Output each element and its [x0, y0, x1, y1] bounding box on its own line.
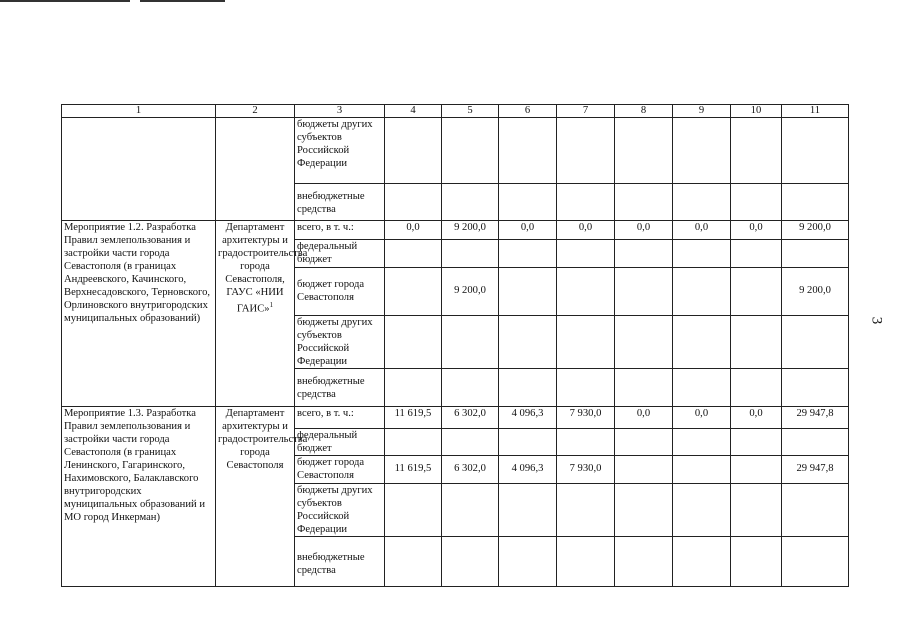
col-header-6: 6: [499, 105, 557, 118]
empty-cell: [782, 118, 849, 184]
empty-cell: [615, 184, 673, 221]
value-cell: 9 200,0: [782, 221, 849, 240]
col-header-11: 11: [782, 105, 849, 118]
empty-cell: [615, 316, 673, 369]
header-row: [62, 105, 849, 118]
empty-cell: [385, 118, 442, 184]
empty-cell: [557, 184, 615, 221]
empty-cell: [557, 369, 615, 407]
top-rule-left: [0, 0, 130, 2]
executor-text: Департамент архитектуры и градостроительства города Севастополя, ГАУС «НИИ ГАИС»: [218, 222, 308, 315]
empty-cell: [673, 429, 731, 456]
executor-cell: [216, 221, 308, 407]
col-header-5: 5: [442, 105, 499, 118]
empty-cell: [673, 240, 731, 268]
empty-cell: [731, 369, 782, 407]
value-cell: 11 619,5: [385, 407, 442, 429]
source-cell: всего, в т. ч.:: [295, 407, 385, 429]
empty-cell: [731, 118, 782, 184]
empty-cell: [782, 484, 849, 537]
value-cell: 0,0: [731, 407, 782, 429]
empty-cell: [385, 429, 442, 456]
empty-cell: [673, 184, 731, 221]
empty-cell: [731, 484, 782, 537]
empty-cell: [499, 429, 557, 456]
empty-cell: [731, 240, 782, 268]
empty-cell: [615, 369, 673, 407]
empty-cell: [385, 240, 442, 268]
empty-cell: [385, 484, 442, 537]
empty-cell: [442, 240, 499, 268]
value-cell: 7 930,0: [557, 407, 615, 429]
value-cell: 0,0: [385, 221, 442, 240]
value-cell: 9 200,0: [442, 268, 499, 316]
empty-cell: [442, 369, 499, 407]
col-header-9: 9: [673, 105, 731, 118]
empty-cell: [557, 316, 615, 369]
page-number: 3: [868, 316, 885, 325]
col-header-4: 4: [385, 105, 442, 118]
value-cell: 0,0: [673, 407, 731, 429]
value-cell: [557, 268, 615, 316]
empty-cell: [442, 484, 499, 537]
empty-cell: [782, 429, 849, 456]
empty-cell: [499, 316, 557, 369]
value-cell: 0,0: [557, 221, 615, 240]
empty-cell: [385, 369, 442, 407]
source-cell: внебюджетные средства: [295, 184, 385, 221]
value-cell: [385, 268, 442, 316]
measure-cell-empty: [62, 118, 216, 221]
empty-cell: [731, 184, 782, 221]
value-cell: 6 302,0: [442, 456, 499, 484]
value-cell: 29 947,8: [782, 407, 849, 429]
measure-title: Мероприятие 1.3. Разработка Правил землепользования и застройки части города Севастополя (в границах Ленинского, Гагаринского, Нахимовского, Балаклавского внутригородских муниципальных образований и МО город Инкерман): [62, 407, 216, 587]
empty-cell: [673, 537, 731, 587]
value-cell: 9 200,0: [442, 221, 499, 240]
value-cell: [673, 456, 731, 484]
empty-cell: [442, 316, 499, 369]
empty-cell: [731, 429, 782, 456]
value-cell: 4 096,3: [499, 407, 557, 429]
top-rule-right: [140, 0, 225, 2]
col-header-3: 3: [295, 105, 385, 118]
source-cell: бюджеты других субъектов Российской Федерации: [295, 316, 385, 369]
empty-cell: [782, 240, 849, 268]
empty-cell: [385, 316, 442, 369]
empty-cell: [731, 316, 782, 369]
empty-cell: [673, 316, 731, 369]
executor-footnote: 1: [269, 301, 274, 309]
empty-cell: [782, 537, 849, 587]
empty-cell: [615, 118, 673, 184]
empty-cell: [385, 184, 442, 221]
empty-cell: [782, 316, 849, 369]
measure-title: Мероприятие 1.2. Разработка Правил землепользования и застройки части города Севастополя (в границах Андреевского, Качинского, Верхнесадовского, Терновского, Орлиновского внутригородских муниципальных образований): [62, 221, 216, 407]
value-cell: [673, 268, 731, 316]
source-cell: бюджет города Севастополя: [295, 456, 385, 484]
source-cell: бюджеты других субъектов Российской Федерации: [295, 118, 385, 184]
value-cell: 0,0: [615, 221, 673, 240]
col-header-7: 7: [557, 105, 615, 118]
source-cell: федеральный бюджет: [295, 429, 385, 456]
empty-cell: [557, 484, 615, 537]
col-header-8: 8: [615, 105, 673, 118]
table-row: [62, 118, 849, 184]
empty-cell: [615, 484, 673, 537]
empty-cell: [557, 118, 615, 184]
empty-cell: [673, 118, 731, 184]
value-cell: 9 200,0: [782, 268, 849, 316]
value-cell: [615, 456, 673, 484]
empty-cell: [442, 184, 499, 221]
value-cell: 0,0: [615, 407, 673, 429]
table-row: [62, 221, 849, 240]
source-cell: федеральный бюджет: [295, 240, 385, 268]
value-cell: [499, 268, 557, 316]
empty-cell: [782, 369, 849, 407]
empty-cell: [499, 118, 557, 184]
source-cell: бюджеты других субъектов Российской Федерации: [295, 484, 385, 537]
empty-cell: [782, 184, 849, 221]
value-cell: [731, 456, 782, 484]
source-cell: всего, в т. ч.:: [295, 221, 385, 240]
empty-cell: [499, 184, 557, 221]
budget-table: [61, 104, 849, 587]
table-row: [62, 407, 849, 429]
empty-cell: [499, 537, 557, 587]
empty-cell: [499, 240, 557, 268]
source-cell: бюджет города Севастополя: [295, 268, 385, 316]
value-cell: [731, 268, 782, 316]
empty-cell: [615, 429, 673, 456]
empty-cell: [673, 369, 731, 407]
empty-cell: [557, 429, 615, 456]
value-cell: 4 096,3: [499, 456, 557, 484]
empty-cell: [442, 429, 499, 456]
empty-cell: [499, 369, 557, 407]
value-cell: 0,0: [673, 221, 731, 240]
empty-cell: [673, 484, 731, 537]
value-cell: 6 302,0: [442, 407, 499, 429]
empty-cell: [731, 537, 782, 587]
value-cell: 0,0: [731, 221, 782, 240]
value-cell: 29 947,8: [782, 456, 849, 484]
empty-cell: [557, 537, 615, 587]
empty-cell: [615, 240, 673, 268]
empty-cell: [385, 537, 442, 587]
col-header-2: 2: [216, 105, 295, 118]
value-cell: 7 930,0: [557, 456, 615, 484]
value-cell: 11 619,5: [385, 456, 442, 484]
source-cell: внебюджетные средства: [295, 369, 385, 407]
col-header-1: 1: [62, 105, 216, 118]
empty-cell: [442, 537, 499, 587]
empty-cell: [499, 484, 557, 537]
value-cell: [615, 268, 673, 316]
empty-cell: [557, 240, 615, 268]
empty-cell: [615, 537, 673, 587]
source-cell: внебюджетные средства: [295, 537, 385, 587]
executor-cell-empty: [216, 118, 295, 221]
executor-cell: Департамент архитектуры и градостроительства города Севастополя: [216, 407, 295, 587]
empty-cell: [442, 118, 499, 184]
col-header-10: 10: [731, 105, 782, 118]
value-cell: 0,0: [499, 221, 557, 240]
